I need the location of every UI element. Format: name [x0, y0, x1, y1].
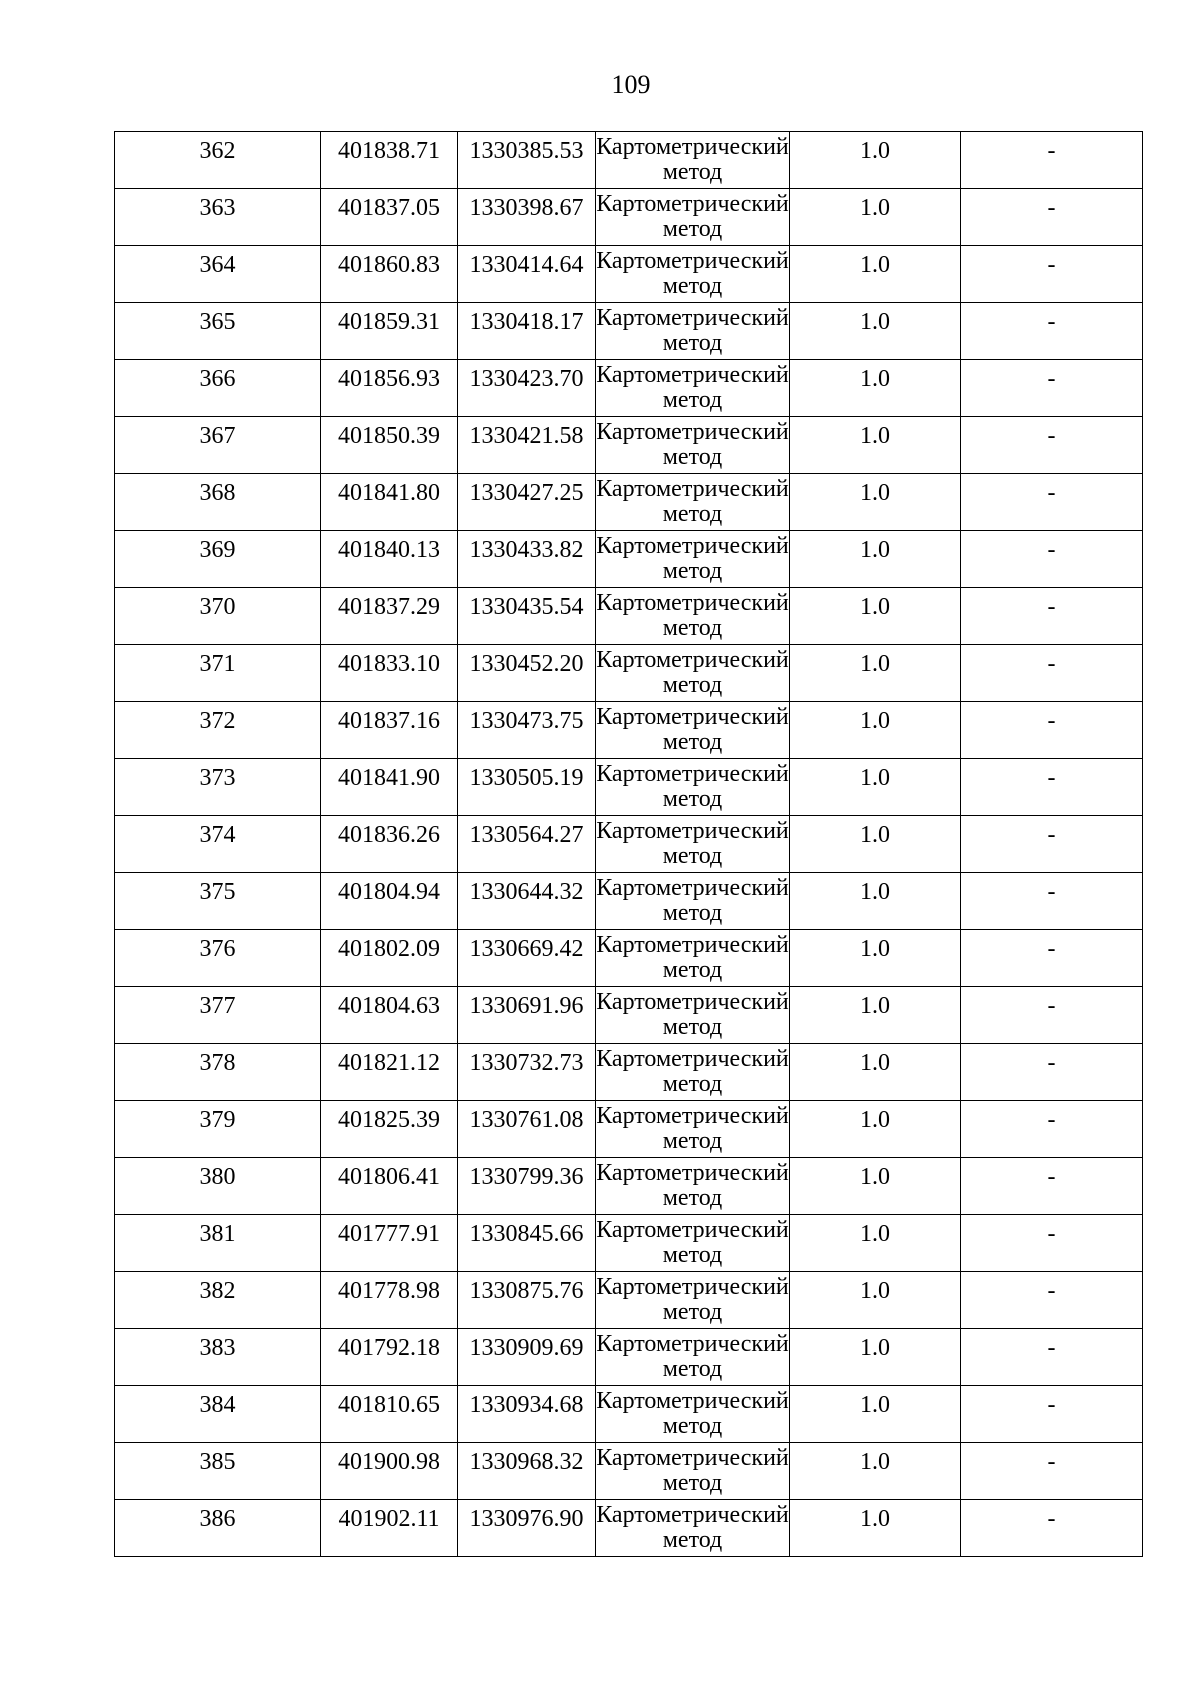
- table-body: [115, 132, 1143, 1557]
- point-number-cell: 367: [115, 417, 321, 474]
- accuracy-cell: 1.0: [790, 645, 961, 702]
- method-line-2: метод: [662, 1071, 723, 1097]
- x-coordinate-cell: 401802.09: [321, 930, 458, 987]
- method-line-2: метод: [662, 786, 723, 812]
- note-cell: -: [961, 759, 1143, 816]
- accuracy-cell: 1.0: [790, 531, 961, 588]
- table-row: [115, 759, 1143, 816]
- method-line-2: метод: [662, 1185, 723, 1211]
- method-line-2: метод: [662, 1413, 723, 1439]
- note-cell: -: [961, 303, 1143, 360]
- x-coordinate-cell: 401838.71: [321, 132, 458, 189]
- method-line-1: Картометрический: [596, 647, 789, 673]
- accuracy-cell: 1.0: [790, 987, 961, 1044]
- method-line-1: Картометрический: [596, 1274, 789, 1300]
- note-cell: -: [961, 474, 1143, 531]
- table-row: [115, 132, 1143, 189]
- method-line-2: метод: [662, 558, 723, 584]
- y-coordinate-cell: 1330564.27: [458, 816, 596, 873]
- note-cell: -: [961, 1500, 1143, 1557]
- y-coordinate-cell: 1330909.69: [458, 1329, 596, 1386]
- method-line-1: Картометрический: [596, 191, 789, 217]
- method-cell: [596, 759, 790, 816]
- method-cell: [596, 1044, 790, 1101]
- accuracy-cell: 1.0: [790, 930, 961, 987]
- x-coordinate-cell: 401841.80: [321, 474, 458, 531]
- method-line-1: Картометрический: [596, 1502, 789, 1528]
- method-line-1: Картометрический: [596, 1388, 789, 1414]
- coordinates-table: [114, 131, 1143, 1557]
- method-cell: [596, 531, 790, 588]
- x-coordinate-cell: 401840.13: [321, 531, 458, 588]
- accuracy-cell: 1.0: [790, 1500, 961, 1557]
- point-number-cell: 378: [115, 1044, 321, 1101]
- x-coordinate-cell: 401778.98: [321, 1272, 458, 1329]
- table-row: [115, 1443, 1143, 1500]
- point-number-cell: 382: [115, 1272, 321, 1329]
- accuracy-cell: 1.0: [790, 873, 961, 930]
- x-coordinate-cell: 401837.05: [321, 189, 458, 246]
- method-line-1: Картометрический: [596, 305, 789, 331]
- y-coordinate-cell: 1330732.73: [458, 1044, 596, 1101]
- accuracy-cell: 1.0: [790, 1101, 961, 1158]
- method-line-2: метод: [662, 216, 723, 242]
- point-number-cell: 381: [115, 1215, 321, 1272]
- note-cell: -: [961, 1215, 1143, 1272]
- point-number-cell: 374: [115, 816, 321, 873]
- point-number-cell: 377: [115, 987, 321, 1044]
- table-row: [115, 531, 1143, 588]
- point-number-cell: 366: [115, 360, 321, 417]
- method-cell: [596, 417, 790, 474]
- method-line-1: Картометрический: [596, 476, 789, 502]
- point-number-cell: 384: [115, 1386, 321, 1443]
- point-number-cell: 369: [115, 531, 321, 588]
- x-coordinate-cell: 401859.31: [321, 303, 458, 360]
- method-cell: [596, 1272, 790, 1329]
- method-line-2: метод: [662, 444, 723, 470]
- y-coordinate-cell: 1330934.68: [458, 1386, 596, 1443]
- y-coordinate-cell: 1330433.82: [458, 531, 596, 588]
- accuracy-cell: 1.0: [790, 189, 961, 246]
- y-coordinate-cell: 1330845.66: [458, 1215, 596, 1272]
- method-cell: [596, 1215, 790, 1272]
- method-line-2: метод: [662, 1128, 723, 1154]
- method-line-1: Картометрический: [596, 134, 789, 160]
- note-cell: -: [961, 531, 1143, 588]
- method-cell: [596, 987, 790, 1044]
- note-cell: -: [961, 1158, 1143, 1215]
- point-number-cell: 379: [115, 1101, 321, 1158]
- table-row: [115, 1329, 1143, 1386]
- x-coordinate-cell: 401804.63: [321, 987, 458, 1044]
- table-row: [115, 189, 1143, 246]
- x-coordinate-cell: 401806.41: [321, 1158, 458, 1215]
- x-coordinate-cell: 401900.98: [321, 1443, 458, 1500]
- method-line-2: метод: [662, 672, 723, 698]
- table-row: [115, 1044, 1143, 1101]
- accuracy-cell: 1.0: [790, 759, 961, 816]
- method-cell: [596, 1101, 790, 1158]
- point-number-cell: 368: [115, 474, 321, 531]
- method-line-2: метод: [662, 615, 723, 641]
- table-row: [115, 873, 1143, 930]
- method-line-1: Картометрический: [596, 248, 789, 274]
- note-cell: -: [961, 1272, 1143, 1329]
- method-line-1: Картометрический: [596, 362, 789, 388]
- accuracy-cell: 1.0: [790, 417, 961, 474]
- method-line-1: Картометрический: [596, 1046, 789, 1072]
- note-cell: -: [961, 930, 1143, 987]
- method-line-1: Картометрический: [596, 590, 789, 616]
- y-coordinate-cell: 1330385.53: [458, 132, 596, 189]
- note-cell: -: [961, 987, 1143, 1044]
- accuracy-cell: 1.0: [790, 702, 961, 759]
- accuracy-cell: 1.0: [790, 588, 961, 645]
- note-cell: -: [961, 873, 1143, 930]
- method-line-2: метод: [662, 957, 723, 983]
- method-cell: [596, 246, 790, 303]
- x-coordinate-cell: 401804.94: [321, 873, 458, 930]
- x-coordinate-cell: 401841.90: [321, 759, 458, 816]
- accuracy-cell: 1.0: [790, 474, 961, 531]
- method-line-2: метод: [662, 729, 723, 755]
- table-row: [115, 1386, 1143, 1443]
- note-cell: -: [961, 1044, 1143, 1101]
- y-coordinate-cell: 1330421.58: [458, 417, 596, 474]
- table-row: [115, 816, 1143, 873]
- method-cell: [596, 873, 790, 930]
- y-coordinate-cell: 1330761.08: [458, 1101, 596, 1158]
- note-cell: -: [961, 246, 1143, 303]
- method-line-1: Картометрический: [596, 1160, 789, 1186]
- method-line-2: метод: [662, 387, 723, 413]
- x-coordinate-cell: 401833.10: [321, 645, 458, 702]
- x-coordinate-cell: 401777.91: [321, 1215, 458, 1272]
- method-line-1: Картометрический: [596, 761, 789, 787]
- accuracy-cell: 1.0: [790, 1443, 961, 1500]
- accuracy-cell: 1.0: [790, 1158, 961, 1215]
- y-coordinate-cell: 1330427.25: [458, 474, 596, 531]
- note-cell: -: [961, 702, 1143, 759]
- accuracy-cell: 1.0: [790, 303, 961, 360]
- table-row: [115, 930, 1143, 987]
- method-cell: [596, 132, 790, 189]
- table-row: [115, 1215, 1143, 1272]
- table-row: [115, 360, 1143, 417]
- y-coordinate-cell: 1330875.76: [458, 1272, 596, 1329]
- page-number: 109: [611, 70, 651, 99]
- x-coordinate-cell: 401856.93: [321, 360, 458, 417]
- y-coordinate-cell: 1330473.75: [458, 702, 596, 759]
- y-coordinate-cell: 1330423.70: [458, 360, 596, 417]
- accuracy-cell: 1.0: [790, 132, 961, 189]
- method-cell: [596, 1443, 790, 1500]
- method-line-2: метод: [662, 1356, 723, 1382]
- accuracy-cell: 1.0: [790, 816, 961, 873]
- method-line-1: Картометрический: [596, 1331, 789, 1357]
- method-cell: [596, 1158, 790, 1215]
- method-line-2: метод: [662, 1470, 723, 1496]
- point-number-cell: 371: [115, 645, 321, 702]
- note-cell: -: [961, 588, 1143, 645]
- method-line-1: Картометрический: [596, 533, 789, 559]
- method-cell: [596, 1329, 790, 1386]
- x-coordinate-cell: 401850.39: [321, 417, 458, 474]
- table-row: [115, 1272, 1143, 1329]
- table-row: [115, 702, 1143, 759]
- x-coordinate-cell: 401836.26: [321, 816, 458, 873]
- table-row: [115, 645, 1143, 702]
- method-line-1: Картометрический: [596, 419, 789, 445]
- method-cell: [596, 645, 790, 702]
- note-cell: -: [961, 189, 1143, 246]
- x-coordinate-cell: 401810.65: [321, 1386, 458, 1443]
- note-cell: -: [961, 1101, 1143, 1158]
- method-cell: [596, 189, 790, 246]
- point-number-cell: 364: [115, 246, 321, 303]
- method-line-2: метод: [662, 501, 723, 527]
- y-coordinate-cell: 1330976.90: [458, 1500, 596, 1557]
- table-row: [115, 1101, 1143, 1158]
- method-cell: [596, 930, 790, 987]
- table-row: [115, 474, 1143, 531]
- method-line-2: метод: [662, 1242, 723, 1268]
- note-cell: -: [961, 816, 1143, 873]
- point-number-cell: 386: [115, 1500, 321, 1557]
- point-number-cell: 370: [115, 588, 321, 645]
- table-row: [115, 417, 1143, 474]
- note-cell: -: [961, 132, 1143, 189]
- method-line-2: метод: [662, 1014, 723, 1040]
- y-coordinate-cell: 1330691.96: [458, 987, 596, 1044]
- note-cell: -: [961, 1329, 1143, 1386]
- accuracy-cell: 1.0: [790, 1215, 961, 1272]
- x-coordinate-cell: 401821.12: [321, 1044, 458, 1101]
- method-line-1: Картометрический: [596, 932, 789, 958]
- table-row: [115, 1500, 1143, 1557]
- method-line-2: метод: [662, 1299, 723, 1325]
- method-line-1: Картометрический: [596, 1445, 789, 1471]
- x-coordinate-cell: 401860.83: [321, 246, 458, 303]
- point-number-cell: 380: [115, 1158, 321, 1215]
- y-coordinate-cell: 1330414.64: [458, 246, 596, 303]
- y-coordinate-cell: 1330799.36: [458, 1158, 596, 1215]
- y-coordinate-cell: 1330669.42: [458, 930, 596, 987]
- point-number-cell: 383: [115, 1329, 321, 1386]
- y-coordinate-cell: 1330644.32: [458, 873, 596, 930]
- point-number-cell: 363: [115, 189, 321, 246]
- method-cell: [596, 1500, 790, 1557]
- method-line-2: метод: [662, 330, 723, 356]
- method-line-2: метод: [662, 900, 723, 926]
- method-line-2: метод: [662, 273, 723, 299]
- method-cell: [596, 360, 790, 417]
- y-coordinate-cell: 1330968.32: [458, 1443, 596, 1500]
- note-cell: -: [961, 645, 1143, 702]
- method-cell: [596, 303, 790, 360]
- note-cell: -: [961, 417, 1143, 474]
- table-row: [115, 588, 1143, 645]
- accuracy-cell: 1.0: [790, 1044, 961, 1101]
- point-number-cell: 385: [115, 1443, 321, 1500]
- table-row: [115, 246, 1143, 303]
- table-row: [115, 987, 1143, 1044]
- y-coordinate-cell: 1330505.19: [458, 759, 596, 816]
- x-coordinate-cell: 401837.16: [321, 702, 458, 759]
- method-line-1: Картометрический: [596, 1217, 789, 1243]
- note-cell: -: [961, 360, 1143, 417]
- method-line-1: Картометрический: [596, 989, 789, 1015]
- table-row: [115, 1158, 1143, 1215]
- method-line-2: метод: [662, 843, 723, 869]
- y-coordinate-cell: 1330452.20: [458, 645, 596, 702]
- accuracy-cell: 1.0: [790, 360, 961, 417]
- note-cell: -: [961, 1386, 1143, 1443]
- method-line-2: метод: [662, 1527, 723, 1553]
- method-line-1: Картометрический: [596, 818, 789, 844]
- point-number-cell: 373: [115, 759, 321, 816]
- table-row: [115, 303, 1143, 360]
- x-coordinate-cell: 401837.29: [321, 588, 458, 645]
- accuracy-cell: 1.0: [790, 1386, 961, 1443]
- x-coordinate-cell: 401902.11: [321, 1500, 458, 1557]
- method-cell: [596, 474, 790, 531]
- y-coordinate-cell: 1330398.67: [458, 189, 596, 246]
- point-number-cell: 365: [115, 303, 321, 360]
- method-cell: [596, 1386, 790, 1443]
- method-line-2: метод: [662, 159, 723, 185]
- method-cell: [596, 702, 790, 759]
- point-number-cell: 375: [115, 873, 321, 930]
- method-line-1: Картометрический: [596, 704, 789, 730]
- point-number-cell: 376: [115, 930, 321, 987]
- accuracy-cell: 1.0: [790, 246, 961, 303]
- method-cell: [596, 588, 790, 645]
- x-coordinate-cell: 401792.18: [321, 1329, 458, 1386]
- point-number-cell: 372: [115, 702, 321, 759]
- y-coordinate-cell: 1330418.17: [458, 303, 596, 360]
- method-line-1: Картометрический: [596, 1103, 789, 1129]
- method-cell: [596, 816, 790, 873]
- x-coordinate-cell: 401825.39: [321, 1101, 458, 1158]
- note-cell: -: [961, 1443, 1143, 1500]
- y-coordinate-cell: 1330435.54: [458, 588, 596, 645]
- method-line-1: Картометрический: [596, 875, 789, 901]
- point-number-cell: 362: [115, 132, 321, 189]
- accuracy-cell: 1.0: [790, 1272, 961, 1329]
- accuracy-cell: 1.0: [790, 1329, 961, 1386]
